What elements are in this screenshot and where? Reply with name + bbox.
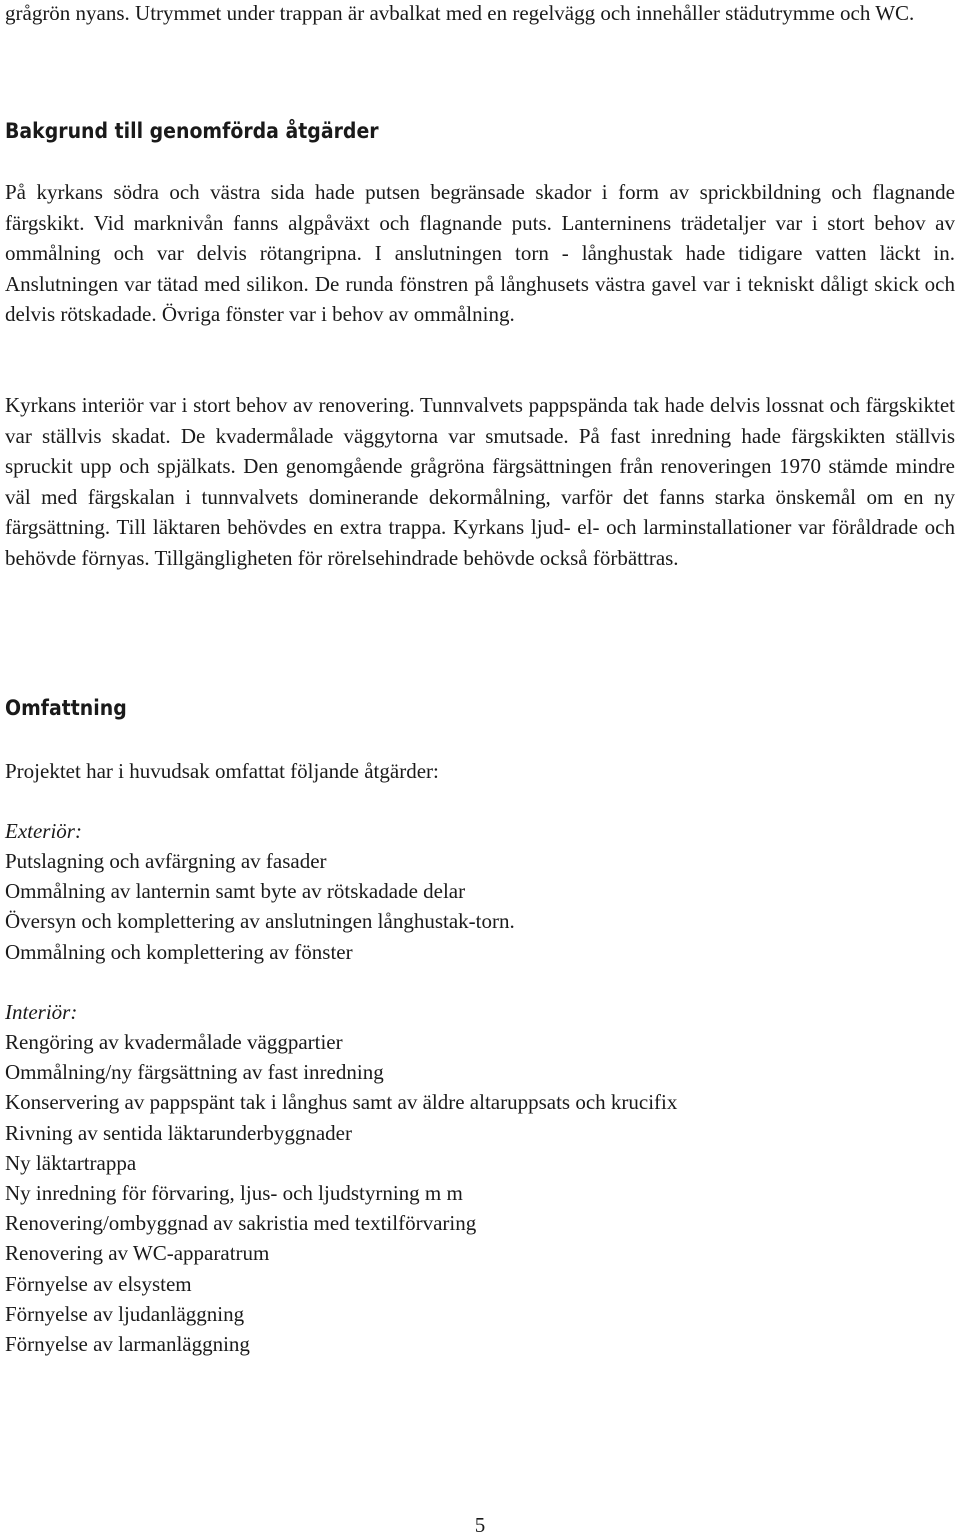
list-item: Ommålning och komplettering av fönster bbox=[5, 939, 353, 964]
list-item: Rengöring av kvadermålade väggpartier bbox=[5, 1030, 343, 1054]
list-item: Förnyelse av larmanläggning bbox=[5, 1332, 250, 1357]
bakgrund-paragraph-2: Kyrkans interiör var i stort behov av renovering. Tunnvalvets pappspända tak hade delvis lossnat och färgskiktet var ställvis skadat. De kvadermålade väggytorna var smutsade. På fast inredning hade färgskikten ställvis spruckit upp och spjälkats. Den genomgående grågröna färgsättningen från renoveringen 1970 stämde mindre väl med färgskalan i tunnvalvets dominerande dekormålning, varför det fanns starka önskemål om en ny färgsättning. Till läktaren behövdes en extra trappa. Kyrkans ljud- el- och larminstallationer var föråldrade och behövde förnyas. Tillgängligheten för rörelsehindrade behövde också förbättras. bbox=[5, 393, 955, 570]
list-item: Rivning av sentida läktarunderbyggnader bbox=[5, 1120, 352, 1145]
exterior-label: Exteriör: bbox=[5, 819, 82, 843]
list-item: Ny inredning för förvaring, ljus- och ljudstyrning m m bbox=[5, 1181, 463, 1206]
page-number: 5 bbox=[474, 1513, 486, 1537]
list-item: Översyn och komplettering av anslutningen långhustak-torn. bbox=[5, 909, 515, 934]
list-item: Putslagning och avfärgning av fasader bbox=[5, 849, 327, 873]
interior-label: Interiör: bbox=[5, 1000, 78, 1024]
bakgrund-paragraph-1: På kyrkans södra och västra sida hade putsen begränsade skador i form av sprickbildning och flagnande färgskikt. Vid marknivån fanns algpåväxt och flagnande puts. Lanterninens trädetaljer var i stort behov av ommålning och var delvis rötangripna. I anslutningen torn - långhustak hade tidigare vatten läckt in. Anslutningen var tätad med silikon. De runda fönstren på långhusets västra gavel var i tekniskt dåligt skick och delvis rötskadade. Övriga fönster var i behov av ommålning. bbox=[5, 180, 955, 326]
list-item: Förnyelse av ljudanläggning bbox=[5, 1301, 245, 1326]
exterior-list bbox=[5, 846, 515, 967]
interior-list bbox=[5, 1027, 677, 1359]
section-heading-omfattning: Omfattning bbox=[5, 696, 127, 720]
list-item: Ommålning/ny färgsättning av fast inredning bbox=[5, 1060, 384, 1085]
list-item: Ny läktartrappa bbox=[5, 1150, 137, 1175]
list-item: Renovering/ombyggnad av sakristia med textilförvaring bbox=[5, 1211, 477, 1236]
list-item: Ommålning av lanternin samt byte av rötskadade delar bbox=[5, 879, 466, 904]
intro-paragraph: grågrön nyans. Utrymmet under trappan är avbalkat med en regelvägg och innehåller städutrymme och WC. bbox=[5, 1, 915, 25]
list-item: Renovering av WC-apparatrum bbox=[5, 1241, 270, 1266]
list-item: Förnyelse av elsystem bbox=[5, 1271, 192, 1296]
omfattning-intro: Projektet har i huvudsak omfattat följande åtgärder: bbox=[5, 759, 439, 783]
section-heading-bakgrund: Bakgrund till genomförda åtgärder bbox=[5, 119, 379, 143]
list-item: Konservering av pappspänt tak i långhus samt av äldre altaruppsats och krucifix bbox=[5, 1090, 678, 1115]
